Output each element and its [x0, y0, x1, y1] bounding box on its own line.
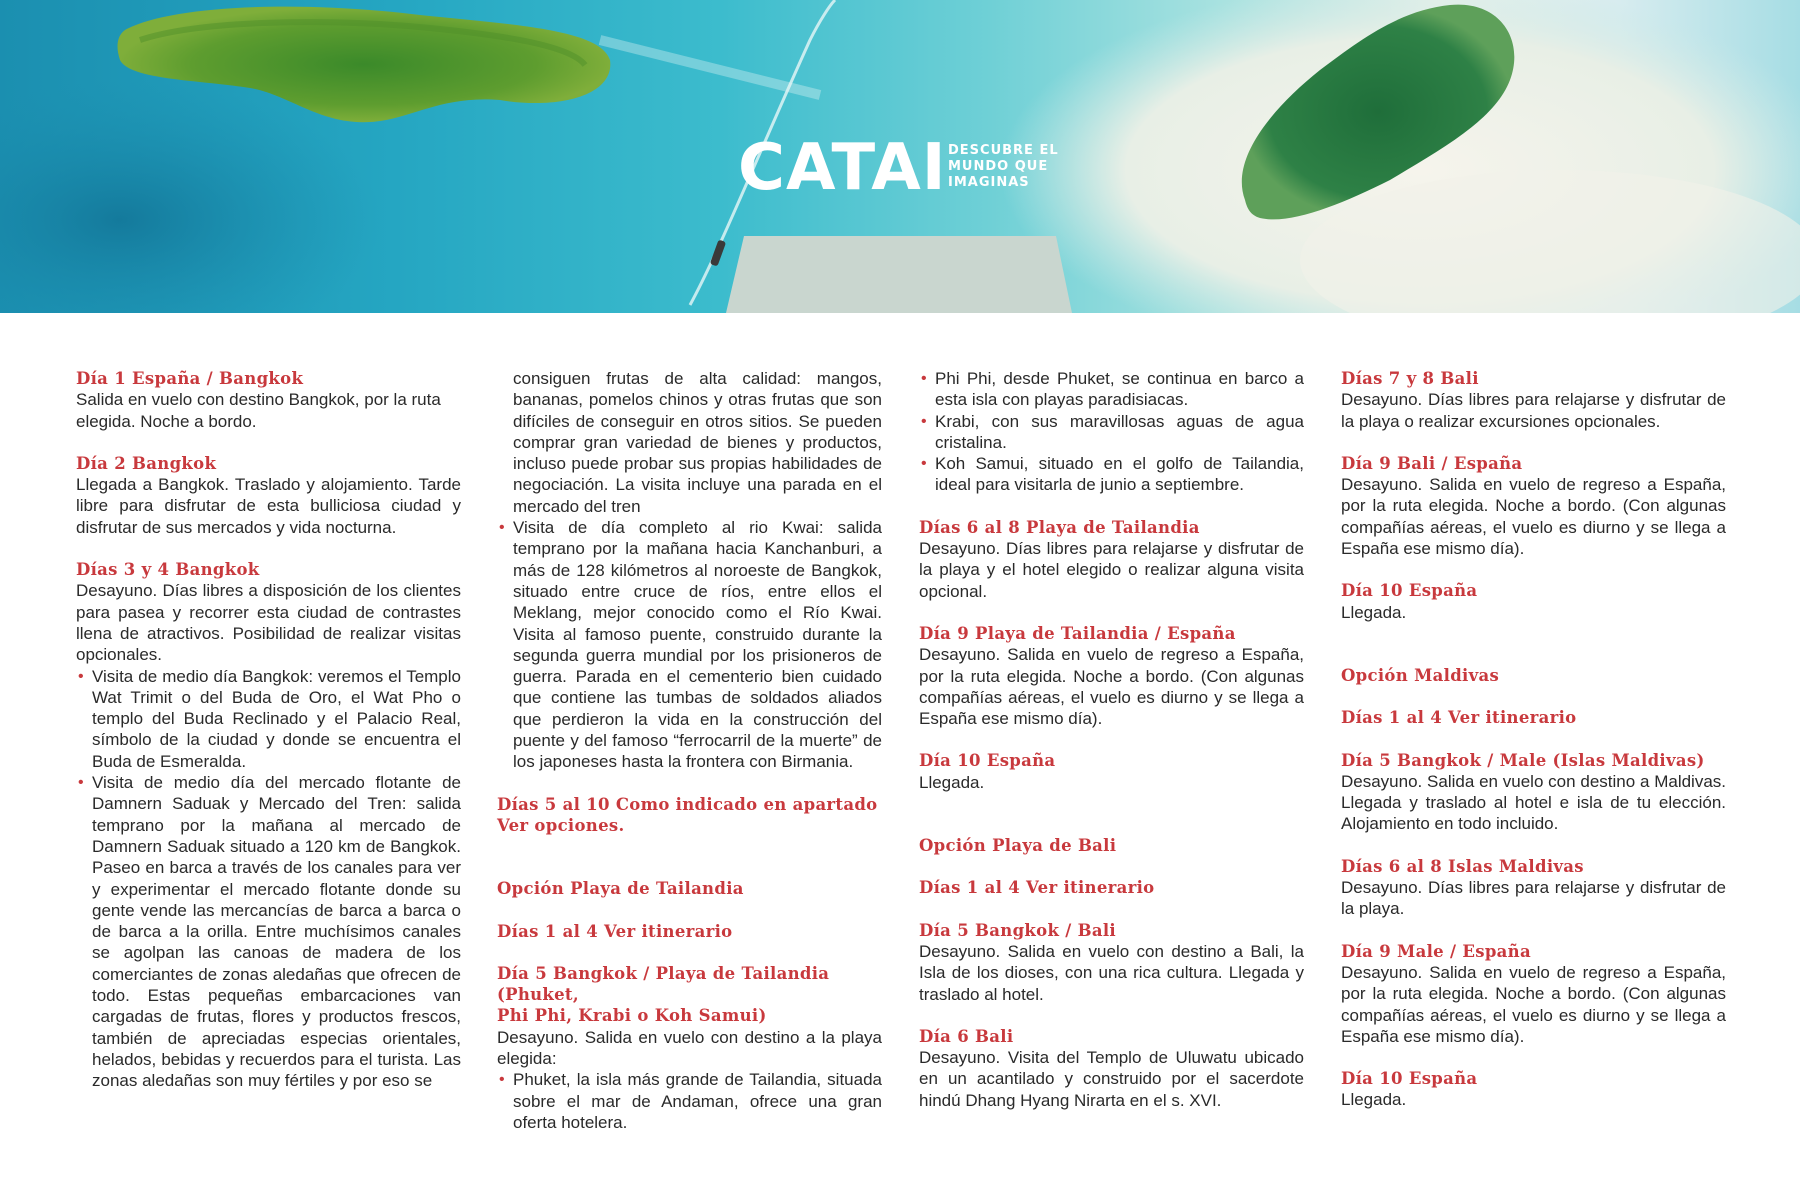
day-heading: Días 1 al 4 Ver itinerario [497, 921, 733, 941]
day-section [497, 963, 882, 1133]
day-heading: Día 10 España [1341, 581, 1478, 601]
beach-list [919, 368, 1304, 496]
day-section [1341, 856, 1726, 920]
day-section [919, 750, 1304, 793]
day-text: Desayuno. Días libres para relajarse y disfrutar de la playa y el hotel elegido o realizar alguna visita opcional. [919, 539, 1304, 601]
column-2 [497, 368, 882, 1154]
day-heading: Día 6 Bali [919, 1026, 1014, 1046]
bullet-icon: • [921, 455, 927, 473]
day-section [1341, 941, 1726, 1047]
day-text: Llegada. [1341, 1090, 1407, 1110]
column-3 [919, 368, 1304, 1132]
day-heading: Días 1 al 4 Ver itinerario [919, 878, 1155, 898]
list-item: • Phi Phi, desde Phuket, se continua en barco a esta isla con playas paradisiacas. [921, 369, 1304, 410]
day-heading: Días 6 al 8 Playa de Tailandia [919, 517, 1200, 537]
excursion-list [497, 517, 882, 773]
excursion-list [76, 666, 461, 1092]
column-4 [1341, 368, 1726, 1132]
bullet-icon: • [78, 774, 84, 792]
day-heading: Días 3 y 4 Bangkok [76, 560, 260, 580]
day-heading: Días 1 al 4 Ver itinerario [1341, 708, 1577, 728]
logo-wordmark: CATAI [738, 131, 947, 205]
day-heading: Día 9 Male / España [1341, 941, 1531, 961]
day-text: Salida en vuelo con destino Bangkok, por la ruta elegida. Noche a bordo. [76, 390, 441, 431]
list-item: • Krabi, con sus maravillosas aguas de agua cristalina. [921, 411, 1304, 452]
option-section [919, 835, 1304, 856]
day-section [1341, 750, 1726, 835]
beach-list [497, 1069, 882, 1133]
day-section [76, 559, 461, 1091]
day-text: Desayuno. Salida en vuelo con destino a la playa elegida: [497, 1027, 882, 1069]
option-section [1341, 665, 1726, 686]
bullet-icon: • [921, 412, 927, 430]
day-section [919, 1026, 1304, 1111]
day-section [1341, 368, 1726, 432]
day-heading: Ver opciones. [497, 815, 625, 835]
logo-tagline: DESCUBRE EL MUNDO QUE IMAGINAS [948, 143, 1059, 190]
bullet-icon: • [921, 370, 927, 387]
day-text: Llegada a Bangkok. Traslado y alojamiento. Tarde libre para disfrutar de esta bulliciosa ciudad y disfrutar de sus mercados y vida nocturna. [76, 475, 461, 537]
column-1 [76, 368, 461, 1113]
bullet-icon: • [499, 519, 505, 537]
day-text: Desayuno. Salida en vuelo con destino a Bali, la Isla de los dioses, con una rica cultura. Llegada y traslado al hotel. [919, 941, 1304, 1004]
day-text: Desayuno. Visita del Templo de Uluwatu ubicado en un acantilado y construido por el sacerdote hindú Dhang Hyang Nirarta en el s. XVI. [919, 1048, 1304, 1110]
day-text: Desayuno. Salida en vuelo de regreso a España, por la ruta elegida. Noche a bordo. (Con algunas compañías aéreas, el vuelo es diurno y se llega a España ese mismo día). [1341, 962, 1726, 1046]
day-heading: Día 1 España / Bangkok [76, 369, 304, 388]
day-section [76, 453, 461, 538]
option-heading: Opción Playa de Bali [919, 836, 1117, 856]
list-item: • Visita de día completo al rio Kwai: salida temprano por la mañana hacia Kanchanburi, a más de 128 kilómetros al noroeste de Bangkok, situado entre cruce de ríos, entre ellos el Meklang, mejor conocido como el Río Kwai. Visita al famoso puente, construido durante la segunda guerra mundial por los prisioneros de guerra. Parada en el cementerio bien cuidado que contiene las tumbas de soldados aliados que perdieron la vida en la construcción del puente y del famoso “ferrocarril de la muerte” de los japoneses hasta la frontera con Birmania. [499, 518, 882, 772]
day-section [1341, 580, 1726, 623]
day-text: Desayuno. Días libres para relajarse y disfrutar de la playa o realizar excursiones opcionales. [1341, 390, 1726, 431]
list-item: • Visita de medio día Bangkok: veremos el Templo Wat Trimit o del Buda de Oro, el Wat Pho o templo del Buda Reclinado y el Palacio Real, símbolo de la ciudad y donde se encuentra el Buda de Esmeralda. [78, 666, 461, 771]
day-text: Llegada. [1341, 602, 1407, 622]
day-heading: Día 5 Bangkok / Bali [919, 920, 1116, 940]
option-section [497, 878, 882, 899]
day-section [1341, 1068, 1726, 1111]
day-text: Desayuno. Salida en vuelo de regreso a España, por la ruta elegida. Noche a bordo. (Con algunas compañías aéreas, el vuelo es diurno y se llega a España ese mismo día). [919, 645, 1304, 729]
list-item: • Visita de medio día del mercado flotante de Damnern Saduak y Mercado del Tren: salida temprano por la mañana al mercado de Damnern Saduak situado a 120 km de Bangkok. Paseo en barca a través de los canales para ver y experimentar el mercado flotante donde su gente vende las mercancías de barca a barca o de barca a la orilla. Entre muchísimos canales se agolpan las canoas de madera de los comerciantes de zonas aledañas que ofrecen de todo. Estas pequeñas embarcaciones van cargadas de frutas, flores y productos frescos, también de apreciadas especias orientales, helados, bebidas y recuerdos para el turista. Las zonas aledañas son muy fértiles y por eso se [78, 773, 461, 1091]
day-heading: Día 5 Bangkok / Playa de Tailandia (Phuket, [497, 963, 830, 1005]
day-heading: Días 6 al 8 Islas Maldivas [1341, 856, 1584, 876]
day-section [1341, 707, 1726, 728]
bullet-icon: • [499, 1071, 505, 1089]
list-item: • Phuket, la isla más grande de Tailandia, situada sobre el mar de Andaman, ofrece una gran oferta hotelera. [499, 1070, 882, 1132]
day-heading: Phi Phi, Krabi o Koh Samui) [497, 1006, 767, 1026]
day-text: Desayuno. Días libres para relajarse y disfrutar de la playa. [1341, 878, 1726, 919]
day-text: Desayuno. Días libres a disposición de los clientes para pasea y recorrer esta ciudad de contrastes llena de atractivos. Posibilidad de realizar visitas opcionales. [76, 581, 461, 665]
day-heading: Días 7 y 8 Bali [1341, 369, 1479, 388]
option-heading: Opción Playa de Tailandia [497, 879, 744, 899]
day-section [919, 920, 1304, 1005]
day-heading: Días 5 al 10 Como indicado en apartado [497, 794, 878, 814]
day-section [497, 921, 882, 942]
day-section [1341, 453, 1726, 559]
list-item: • Koh Samui, situado en el golfo de Tailandia, ideal para visitarla de junio a septiembre. [921, 454, 1304, 495]
day-heading: Día 9 Bali / España [1341, 453, 1523, 473]
day-section [919, 623, 1304, 729]
bullet-icon: • [78, 667, 84, 685]
day-text: Llegada. [919, 772, 985, 792]
hero-banner [0, 0, 1800, 313]
day-section [497, 794, 882, 837]
day-section [919, 877, 1304, 898]
day-heading: Día 10 España [919, 751, 1056, 771]
day-heading: Día 10 España [1341, 1069, 1478, 1089]
list-item-continued: consiguen frutas de alta calidad: mangos, bananas, pomelos chinos y otras frutas que son difíciles de conseguir en otros sitios. Se pueden comprar gran variedad de bienes y productos, incluso puede probar sus propias habilidades de negociación. La visita incluye una parada en el mercado del tren [513, 369, 882, 516]
day-heading: Día 5 Bangkok / Male (Islas Maldivas) [1341, 750, 1705, 770]
day-heading: Día 2 Bangkok [76, 453, 217, 473]
day-text: Desayuno. Salida en vuelo con destino a Maldivas. Llegada y traslado al hotel e isla de tu elección. Alojamiento en todo incluido. [1341, 771, 1726, 834]
day-section [919, 517, 1304, 602]
day-text: Desayuno. Salida en vuelo de regreso a España, por la ruta elegida. Noche a bordo. (Con algunas compañías aéreas, el vuelo es diurno y se llega a España ese mismo día). [1341, 475, 1726, 559]
day-heading: Día 9 Playa de Tailandia / España [919, 623, 1236, 643]
option-heading: Opción Maldivas [1341, 665, 1500, 685]
day-section [76, 368, 461, 432]
